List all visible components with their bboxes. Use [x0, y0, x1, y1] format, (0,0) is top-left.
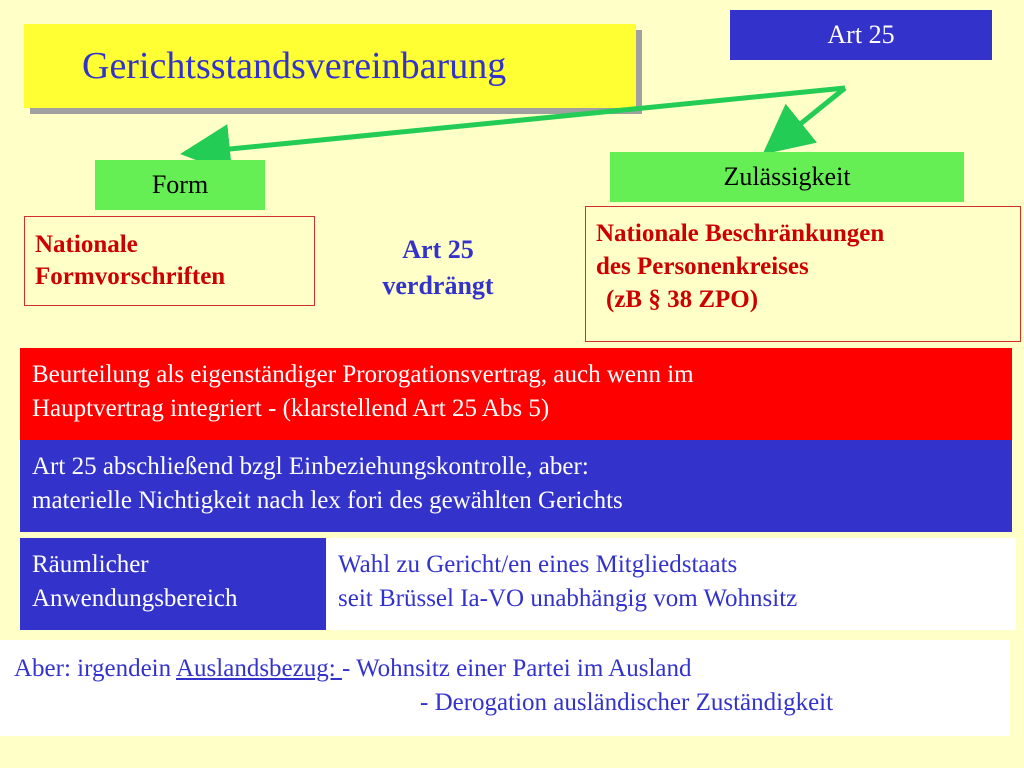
foreign-element-line2: - Derogation ausländischer Zuständigkeit [420, 689, 834, 716]
incorporation-control-box [20, 440, 1012, 532]
displacement-note [348, 232, 528, 312]
form-label: Form [95, 160, 265, 210]
displacement-line2: verdrängt [382, 271, 494, 300]
national-restrictions-box [585, 206, 1021, 342]
footer-rest: - Wohnsitz einer Partei im Ausland [341, 655, 692, 682]
article-tag: Art 25 [730, 10, 992, 60]
control-line2: materielle Nichtigkeit nach lex fori des gewählten Gerichts [32, 487, 623, 514]
assessment-line1: Beurteilung als eigenständiger Prorogationsvertrag, auch wenn im [32, 361, 694, 388]
displacement-line1: Art 25 [402, 235, 474, 264]
footer-prefix: Aber: irgendein [14, 655, 176, 682]
national-form-rules-box [24, 216, 315, 306]
footer-underlined-term: Auslandsbezug: [176, 655, 342, 682]
assessment-line2: Hauptvertrag integriert - (klarstellend Art 25 Abs 5) [32, 395, 550, 422]
territorial-scope-text [326, 538, 1016, 630]
territorial-scope-label [20, 538, 326, 630]
prorogation-assessment-box [20, 348, 1012, 440]
national-form-line1: Nationale [35, 231, 138, 258]
scope-text-line1: Wahl zu Gericht/en eines Mitgliedstaats [338, 551, 738, 578]
arrow-to-form [200, 88, 845, 152]
zulaessigkeit-label: Zulässigkeit [610, 152, 964, 202]
restrictions-line3: (zB § 38 ZPO) [606, 286, 759, 313]
foreign-element-line1 [14, 652, 1010, 686]
slide-title: Gerichtsstandsvereinbarung [24, 24, 636, 108]
restrictions-line2: des Personenkreises [596, 253, 809, 280]
control-line1: Art 25 abschließend bzgl Einbeziehungskontrolle, aber: [32, 453, 589, 480]
national-form-line2: Formvorschriften [35, 263, 226, 290]
scope-label-line1: Räumlicher [32, 551, 149, 578]
scope-label-line2: Anwendungsbereich [32, 585, 238, 612]
restrictions-line1: Nationale Beschränkungen [596, 220, 885, 247]
foreign-element-note [0, 640, 1010, 736]
scope-text-line2: seit Brüssel Ia-VO unabhängig vom Wohnsitz [338, 585, 798, 612]
